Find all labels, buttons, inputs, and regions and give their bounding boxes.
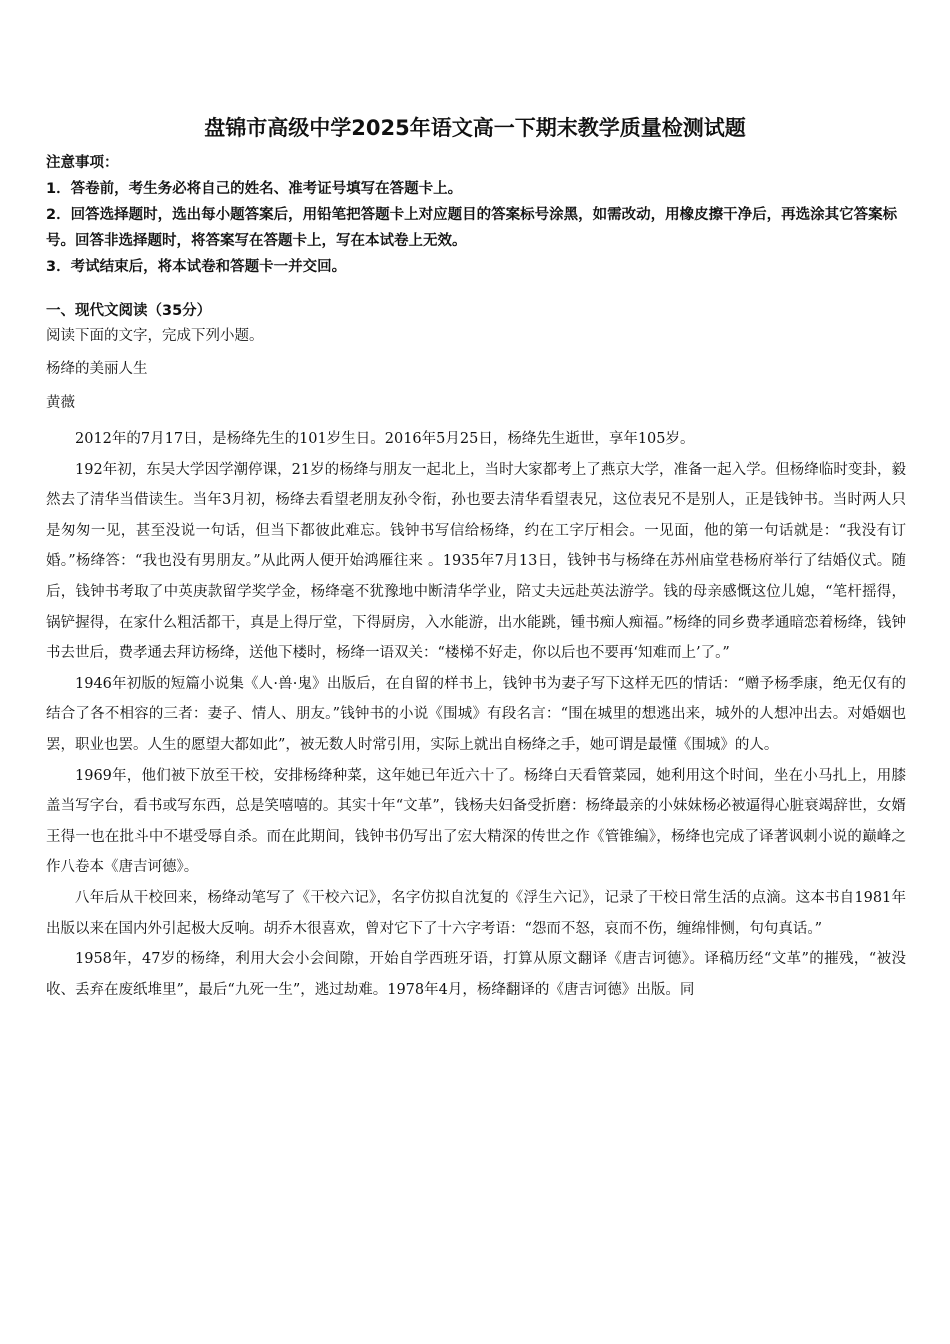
article-author: 黄薇 [46, 395, 75, 411]
notice-item-1: 1．答卷前，考生务必将自己的姓名、准考证号填写在答题卡上。 [46, 181, 463, 197]
notice-block [46, 150, 912, 280]
exam-title: 盘锦市高级中学2025年语文高一下期末教学质量检测试题 [204, 116, 746, 140]
section-heading: 一、现代文阅读（35分） [46, 303, 212, 319]
notice-item-3: 3．考试结束后，将本试卷和答题卡一并交回。 [46, 259, 347, 275]
paragraph-1: 2012年的7月17日，是杨绛先生的101岁生日。2016年5月25日，杨绛先生逝世，享年105岁。 [75, 431, 695, 447]
paragraph-6: 1958年，47岁的杨绛，利用大会小会间隙，开始自学西班牙语，打算从原文翻译《唐吉诃德》。译稿历经“文革”的摧残，“被没收、丢弃在废纸堆里”，最后“九死一生”，逃过劫难。1978年4月，杨绛翻译的《唐吉诃德》出版。同 [46, 951, 906, 998]
article-body [46, 424, 906, 1005]
paragraph-2: 192年初，东吴大学因学潮停课，21岁的杨绛与朋友一起北上，当时大家都考上了燕京大学，准备一起入学。但杨绛临时变卦，毅然去了清华当借读生。当年3月初，杨绛去看望老朋友孙令衔，孙也要去清华看望表兄，这位表兄不是别人，正是钱钟书。当时两人只是匆匆一见，甚至没说一句话，但当下都彼此难忘。钱钟书写信给杨绛，约在工字厅相会。一见面，他的第一句话就是：“我没有订婚。”杨绛答：“我也没有男朋友。”从此两人便开始鸿雁往来 。1935年7月13日，钱钟书与杨绛在苏州庙堂巷杨府举行了结婚仪式。随后，钱钟书考取了中英庚款留学奖学金，杨绛毫不犹豫地中断清华学业，陪丈夫远赴英法游学。钱的母亲感慨这位儿媳，“笔杆摇得，锅铲握得，在家什么粗活都干，真是上得厅堂，下得厨房，入水能游，出水能跳，锺书痴人痴福。”杨绛的同乡费孝通暗恋着杨绛，钱钟书去世后，费孝通去拜访杨绛，送他下楼时，杨绛一语双关：“楼梯不好走，你以后也不要再‘知难而上’了。” [46, 461, 906, 662]
notice-heading: 注意事项： [46, 155, 119, 171]
notice-item-2: 2．回答选择题时，选出每小题答案后，用铅笔把答题卡上对应题目的答案标号涂黑，如需改动，用橡皮擦干净后，再选涂其它答案标号。回答非选择题时，将答案写在答题卡上，写在本试卷上无效。 [46, 207, 898, 249]
paragraph-5: 八年后从干校回来，杨绛动笔写了《干校六记》，名字仿拟自沈复的《浮生六记》，记录了干校日常生活的点滴。这本书自1981年出版以来在国内外引起极大反响。胡乔木很喜欢，曾对它下了十六字考语：“怨而不怒，哀而不伤，缠绵悱恻，句句真话。” [46, 889, 906, 937]
article-title: 杨绛的美丽人生 [46, 361, 148, 377]
paragraph-3: 1946年初版的短篇小说集《人·兽·鬼》出版后，在自留的样书上，钱钟书为妻子写下这样无匹的情话：“赠予杨季康，绝无仅有的结合了各不相容的三者：妻子、情人、朋友。”钱钟书的小说《围城》有段名言：“围在城里的想逃出来，城外的人想冲出去。对婚姻也罢，职业也罢。人生的愿望大都如此”，被无数人时常引用，实际上就出自杨绛之手，她可谓是最懂《围城》的人。 [46, 675, 906, 753]
paragraph-4: 1969年，他们被下放至干校，安排杨绛种菜，这年她已年近六十了。杨绛白天看管菜园，她利用这个时间，坐在小马扎上，用膝盖当写字台，看书或写东西，总是笑嘻嘻的。其实十年“文革”，钱杨夫妇备受折磨：杨绛最亲的小妹妹杨必被逼得心脏衰竭辞世，女婿王得一也在批斗中不堪受辱自杀。而在此期间，钱钟书仍写出了宏大精深的传世之作《管锥编》，杨绛也完成了译著讽刺小说的巅峰之作八卷本《唐吉诃德》。 [46, 767, 906, 876]
reading-instruction: 阅读下面的文字，完成下列小题。 [46, 328, 264, 344]
